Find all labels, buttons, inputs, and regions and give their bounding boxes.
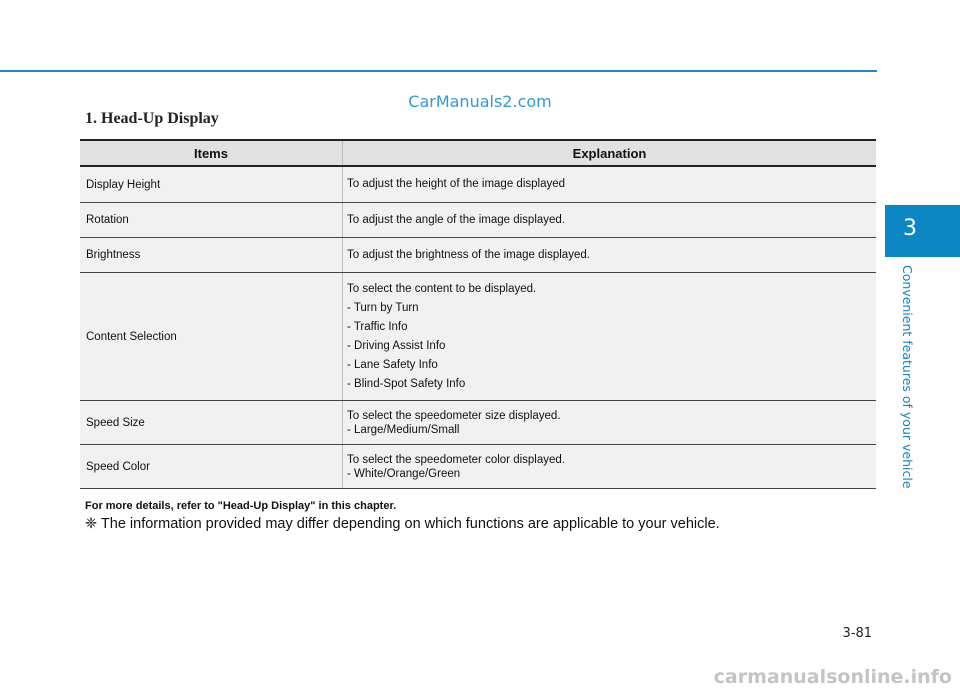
info-note: ❈ The information provided may differ depending on which functions are applicable to your vehicle. [85, 516, 720, 532]
explanation-line: To select the speedometer size displayed. [347, 409, 561, 422]
item-cell: Speed Color [80, 445, 343, 489]
item-cell: Brightness [80, 238, 343, 273]
table-header-row [80, 140, 876, 166]
table-row [80, 203, 876, 238]
explanation-cell [343, 401, 877, 445]
column-header-explanation: Explanation [343, 140, 877, 166]
item-cell: Rotation [80, 203, 343, 238]
chapter-title: Convenient features of your vehicle [900, 265, 915, 489]
explanation-line: - Turn by Turn [347, 301, 419, 314]
explanation-line: - Driving Assist Info [347, 339, 446, 352]
section-title: 1. Head-Up Display [85, 110, 219, 127]
page-number: 3-81 [842, 626, 872, 641]
explanation-line: To select the content to be displayed. [347, 282, 537, 295]
explanation-cell [343, 166, 877, 203]
head-up-display-table [80, 139, 876, 489]
table-row [80, 445, 876, 489]
more-details-note: For more details, refer to "Head-Up Display" in this chapter. [85, 500, 397, 512]
explanation-cell [343, 203, 877, 238]
table-row [80, 238, 876, 273]
table-row [80, 401, 876, 445]
explanation-line: To adjust the height of the image displayed [347, 178, 566, 190]
chapter-number: 3 [903, 216, 917, 241]
item-cell: Content Selection [80, 273, 343, 401]
explanation-line: - Lane Safety Info [347, 358, 438, 371]
explanation-cell [343, 238, 877, 273]
item-cell: Display Height [80, 166, 343, 203]
explanation-line: - Large/Medium/Small [347, 423, 460, 436]
explanation-line: - Traffic Info [347, 320, 408, 333]
header-rule [0, 70, 877, 72]
watermark-top: CarManuals2.com [408, 92, 552, 111]
explanation-cell [343, 273, 877, 401]
explanation-line: - White/Orange/Green [347, 467, 461, 480]
table-row [80, 273, 876, 401]
explanation-cell [343, 445, 877, 489]
explanation-line: To adjust the angle of the image displayed. [347, 213, 566, 226]
explanation-line: To adjust the brightness of the image displayed. [347, 248, 590, 261]
table-row [80, 166, 876, 203]
column-header-items: Items [80, 140, 343, 166]
explanation-line: - Blind-Spot Safety Info [347, 377, 466, 390]
watermark-bottom: carmanualsonline.info [713, 666, 952, 688]
item-cell: Speed Size [80, 401, 343, 445]
explanation-line: To select the speedometer color displayed. [347, 453, 565, 466]
